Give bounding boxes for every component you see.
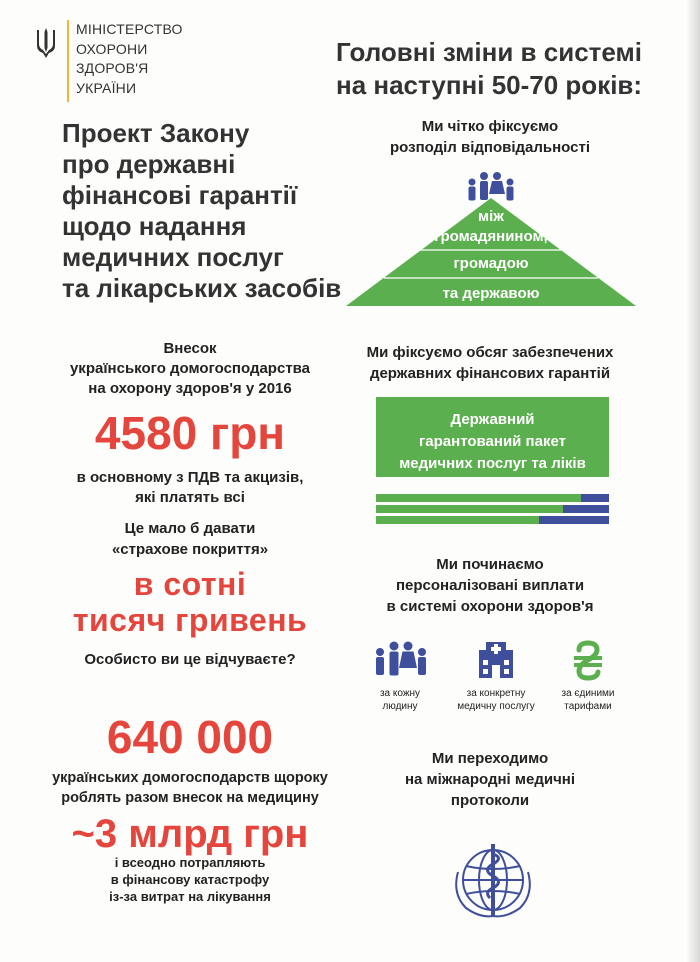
catastrophe-text — [40, 854, 340, 905]
ministry-logo — [34, 20, 183, 102]
insurance-text — [40, 518, 340, 560]
question-text: Особисто ви це відчуваєте? — [84, 651, 296, 668]
who-emblem-icon — [444, 836, 542, 920]
vat-text — [40, 468, 340, 508]
page-title — [62, 118, 342, 304]
text-line: Ми переходимо — [431, 750, 549, 767]
ministry-line: ОХОРОНИ — [76, 40, 148, 57]
total-amount: ~3 млрд грн — [71, 812, 309, 856]
text-line: в сотні — [133, 566, 247, 602]
households-count: 640 000 — [106, 711, 274, 763]
contribution-text — [40, 339, 340, 399]
text-line: Ми чітко фіксуємо — [421, 118, 559, 135]
stripe-blue — [581, 494, 609, 502]
text-line: на міжнародні медичні — [404, 771, 576, 788]
text-line: із-за витрат на лікування — [109, 889, 271, 904]
changes-title — [336, 36, 642, 102]
per-service-item — [446, 640, 546, 713]
stripe — [376, 505, 609, 513]
hundreds-thousands-text — [40, 566, 340, 638]
text-line: медичних послуг та ліків — [399, 455, 586, 472]
text-line: в системі охорони здоров'я — [386, 598, 594, 615]
pyramid-label: громадою — [453, 255, 529, 272]
title-line: фінансові гарантії — [62, 180, 298, 210]
tariff-item — [546, 640, 630, 713]
logo-accent-bar — [67, 20, 69, 102]
icon-caption: за конкретну — [466, 688, 526, 699]
hospital-icon — [477, 640, 515, 682]
text-line: персоналізовані виплати — [395, 577, 585, 594]
text-line: і всеодно потрапляють — [114, 855, 266, 870]
text-line: державних фінансових гарантій — [369, 365, 611, 382]
ministry-name — [76, 20, 183, 98]
payments-icons — [360, 640, 660, 720]
icon-caption: людину — [382, 701, 418, 712]
icon-caption: за кожну — [379, 688, 421, 699]
title-line: на наступні 50-70 років: — [336, 70, 643, 100]
responsibility-heading — [340, 116, 640, 158]
text-line: «страхове покриття» — [111, 541, 269, 558]
package-stripes — [376, 494, 609, 527]
title-line: про державні — [62, 149, 236, 179]
ministry-line: УКРАЇНИ — [76, 79, 137, 96]
stripe — [376, 516, 609, 524]
text-line: Державний — [450, 411, 535, 428]
ministry-line: ЗДОРОВ'Я — [76, 60, 149, 76]
households-text — [40, 768, 340, 808]
guaranteed-package-box — [376, 397, 609, 477]
text-line: тисяч гривень — [72, 602, 308, 638]
text-line: Ми фіксуємо обсяг забезпечених — [366, 344, 614, 361]
text-line: гарантований пакет — [419, 433, 566, 450]
pyramid-label: між — [478, 208, 504, 225]
pyramid-label: та державою — [442, 285, 540, 302]
text-line: українських домогосподарств щороку — [52, 770, 328, 786]
text-line: Це мало б давати — [124, 520, 256, 537]
title-line: Головні зміни в системі — [336, 37, 642, 67]
text-line: розподіл відповідальності — [389, 139, 590, 156]
text-line: Ми починаємо — [436, 556, 544, 573]
icon-caption: медичну послугу — [457, 701, 535, 712]
icon-caption: тарифами — [564, 701, 612, 712]
trident-icon — [34, 26, 58, 60]
text-line: протоколи — [450, 792, 530, 809]
hryvnia-icon — [571, 640, 605, 682]
protocols-heading — [340, 748, 640, 811]
stripe-blue — [539, 516, 609, 524]
text-line: роблять разом внесок на медицину — [61, 790, 319, 806]
payments-heading — [340, 554, 640, 617]
text-line: в фінансову катастрофу — [110, 872, 270, 887]
text-line: Внесок — [163, 340, 217, 357]
title-line: щодо надання — [62, 211, 247, 241]
family-icon — [370, 640, 430, 682]
text-line: в основному з ПДВ та акцизів, — [76, 469, 304, 486]
text-line: на охорону здоров'я у 2016 — [88, 380, 292, 397]
family-icon — [469, 172, 514, 201]
title-line: та лікарських засобів — [62, 273, 342, 303]
page-edge-shadow — [686, 0, 700, 962]
title-line: медичних послуг — [62, 242, 284, 272]
stripe-blue — [563, 505, 609, 513]
text-line: які платять всі — [135, 489, 245, 506]
per-person-item — [360, 640, 440, 713]
title-line: Проект Закону — [62, 118, 250, 148]
ministry-line: МІНІСТЕРСТВО — [76, 21, 183, 37]
guarantees-heading — [340, 342, 640, 384]
household-amount: 4580 грн — [94, 407, 286, 459]
stripe — [376, 494, 609, 502]
icon-caption: за єдиними — [561, 688, 615, 699]
text-line: українського домогосподарства — [69, 360, 311, 377]
pyramid-label: громадянином, — [434, 228, 548, 245]
responsibility-pyramid — [346, 158, 636, 308]
